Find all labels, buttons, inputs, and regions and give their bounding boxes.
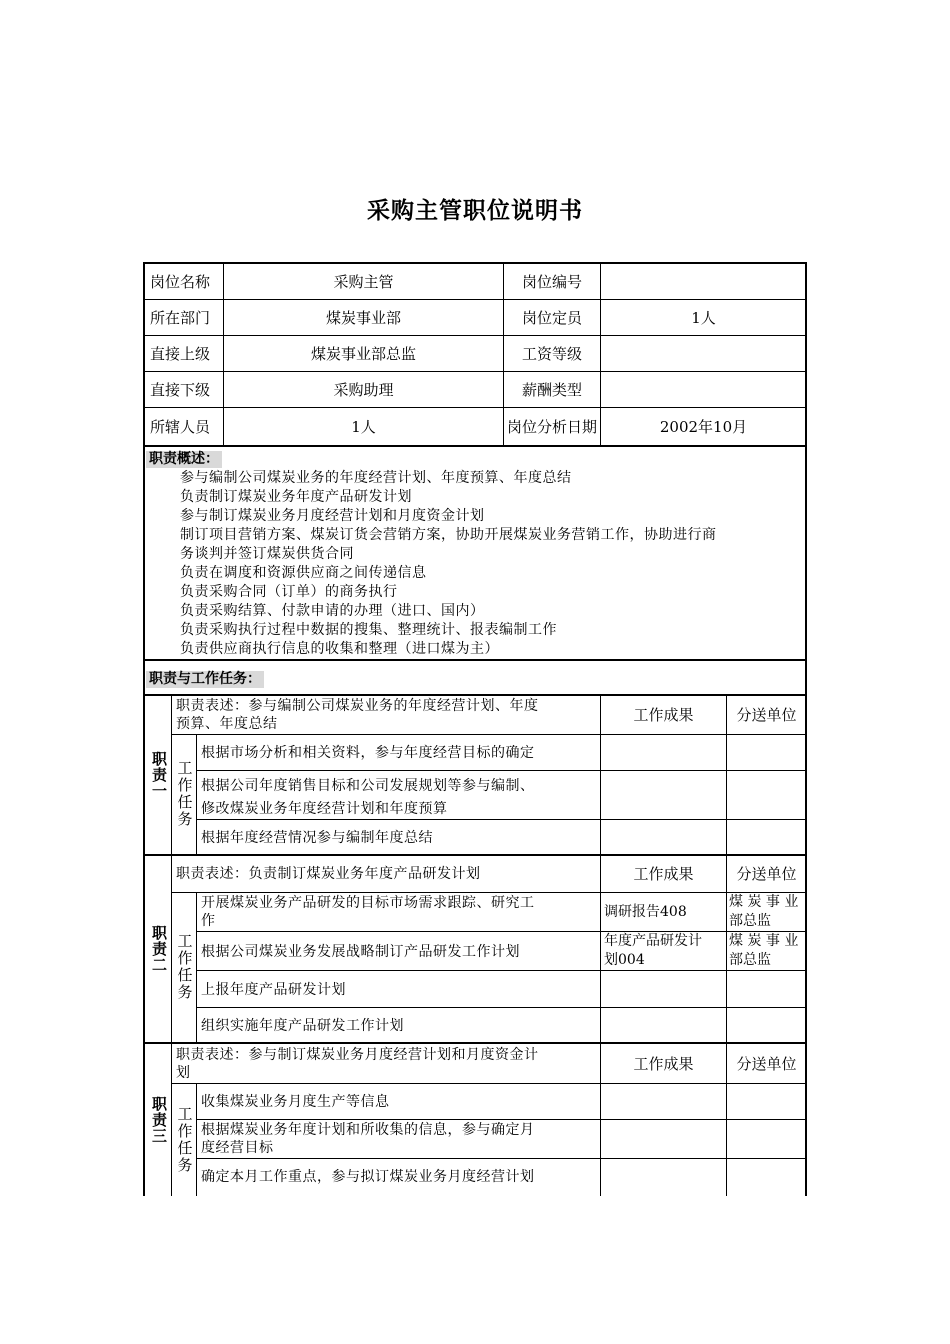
analysis-date-value: 2002年10月 (659, 418, 748, 436)
task-row: 根据年度经营情况参与编制年度总结 (201, 830, 433, 846)
task-result: 调研报告408 (604, 904, 687, 920)
summary-line: 负责采购合同（订单）的商务执行 (180, 584, 398, 600)
result-header: 工作成果 (633, 1054, 694, 1073)
superior-value: 煤炭事业部总监 (310, 345, 416, 363)
task-dest: 煤 炭 事 业 (729, 933, 799, 949)
duty-1-label: 职责一 (150, 751, 168, 799)
task-row: 根据公司煤炭业务发展战略制订产品研发工作计划 (201, 944, 520, 960)
duty-3-statement: 职责表述：参与制订煤炭业务月度经营计划和月度资金计 (176, 1047, 539, 1063)
dest-header: 分送单位 (736, 865, 797, 883)
summary-line: 负责供应商执行信息的收集和整理（进口煤为主） (180, 641, 499, 657)
staff-value: 1人 (351, 418, 376, 436)
summary-line: 务谈判并签订煤炭供货合同 (180, 546, 354, 562)
task-row: 开展煤炭业务产品研发的目标市场需求跟踪、研究工 (201, 895, 535, 911)
position-code-label: 岗位编号 (521, 273, 582, 291)
result-header: 工作成果 (633, 706, 694, 724)
task-row: 组织实施年度产品研发工作计划 (201, 1018, 404, 1034)
staff-label: 所辖人员 (150, 418, 211, 436)
department-label: 所在部门 (150, 309, 211, 327)
analysis-date-label: 岗位分析日期 (507, 418, 598, 436)
task-row-cont: 度经营目标 (201, 1140, 274, 1156)
position-name-label: 岗位名称 (150, 273, 211, 291)
position-code-value (601, 264, 806, 300)
headcount-label: 岗位定员 (521, 309, 582, 327)
department-value: 煤炭事业部 (325, 309, 401, 327)
duty-2-statement: 职责表述：负责制订煤炭业务年度产品研发计划 (176, 866, 481, 882)
summary-line: 负责制订煤炭业务年度产品研发计划 (180, 489, 412, 505)
task-row: 根据公司年度销售目标和公司发展规划等参与编制、 (201, 778, 535, 794)
task-row: 收集煤炭业务月度生产等信息 (201, 1094, 390, 1110)
summary-line: 负责在调度和资源供应商之间传递信息 (180, 565, 427, 581)
result-header: 工作成果 (633, 865, 694, 883)
duties-heading: 职责与工作任务： (146, 671, 264, 688)
task-row: 确定本月工作重点，参与拟订煤炭业务月度经营计划 (201, 1169, 535, 1185)
superior-label: 直接上级 (150, 345, 211, 363)
duty-1-statement-cont: 预算、年度总结 (176, 716, 278, 732)
task-dest-cont: 部总监 (729, 952, 771, 968)
task-column-label: 工作任务 (175, 933, 194, 1001)
task-row: 上报年度产品研发计划 (201, 982, 346, 998)
task-column-label: 工作任务 (175, 1105, 194, 1174)
task-dest: 煤 炭 事 业 (729, 894, 799, 910)
page-title: 采购主管职位说明书 (367, 198, 583, 224)
duty-3-statement-cont: 划 (176, 1065, 191, 1081)
task-row: 根据市场分析和相关资料，参与年度经营目标的确定 (201, 745, 535, 761)
task-dest-cont: 部总监 (729, 913, 771, 929)
summary-line: 负责采购结算、付款申请的办理（进口、国内） (180, 603, 485, 619)
duty-2-label: 职责二 (150, 925, 168, 973)
task-row: 根据煤炭业务年度计划和所收集的信息，参与确定月 (201, 1122, 535, 1138)
summary-line: 参与编制公司煤炭业务的年度经营计划、年度预算、年度总结 (180, 470, 572, 486)
duty-3-label: 职责三 (150, 1096, 168, 1144)
headcount-value: 1人 (691, 309, 716, 327)
duty-1-statement: 职责表述：参与编制公司煤炭业务的年度经营计划、年度 (176, 698, 539, 714)
task-result-cont: 划004 (604, 952, 645, 968)
task-column-label: 工作任务 (175, 760, 194, 828)
summary-heading: 职责概述： (146, 451, 222, 468)
salary-grade-label: 工资等级 (521, 345, 582, 363)
salary-grade-value (601, 336, 806, 372)
task-row-cont: 作 (201, 913, 216, 929)
summary-line: 制订项目营销方案、煤炭订货会营销方案，协助开展煤炭业务营销工作，协助进行商 (180, 527, 717, 543)
pay-type-value (601, 372, 806, 408)
dest-header: 分送单位 (736, 706, 797, 724)
summary-line: 参与制订煤炭业务月度经营计划和月度资金计划 (180, 508, 485, 524)
subordinate-value: 采购助理 (333, 381, 394, 399)
task-result: 年度产品研发计 (604, 933, 702, 949)
task-row-cont: 修改煤炭业务年度经营计划和年度预算 (201, 801, 448, 817)
dest-header: 分送单位 (736, 1054, 797, 1073)
pay-type-label: 薪酬类型 (521, 381, 582, 399)
position-name-value: 采购主管 (333, 273, 394, 291)
subordinate-label: 直接下级 (150, 381, 211, 399)
summary-line: 负责采购执行过程中数据的搜集、整理统计、报表编制工作 (180, 622, 557, 638)
